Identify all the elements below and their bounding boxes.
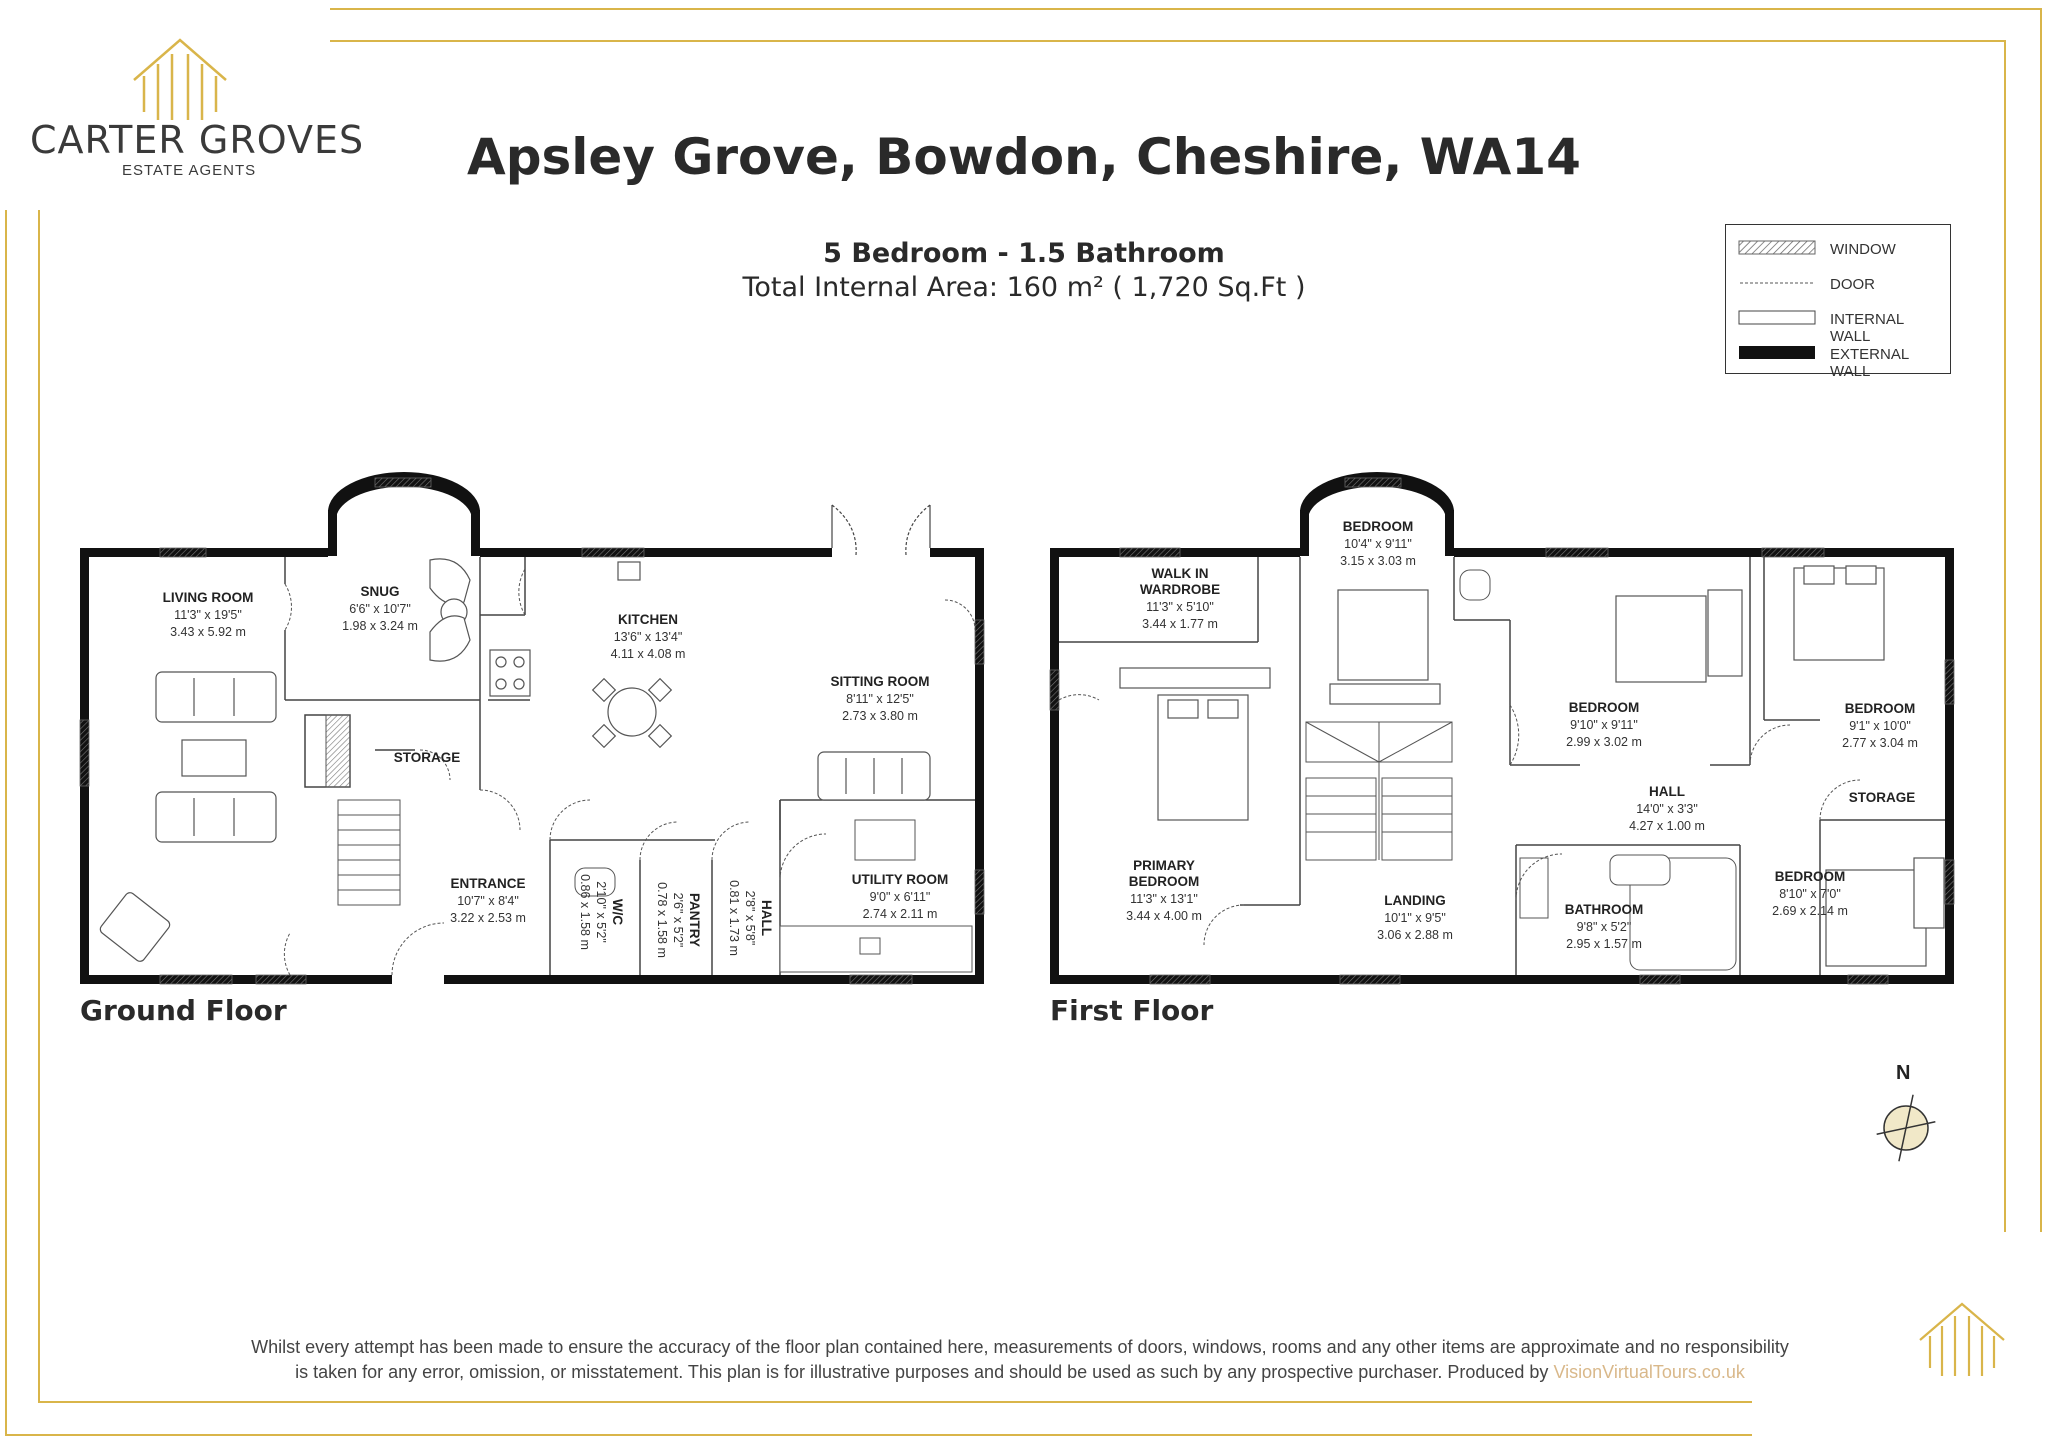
ground-room-6-name: ENTRANCE <box>450 876 526 891</box>
ground-floor-plan <box>80 472 984 984</box>
wc-name: W/C <box>610 898 625 926</box>
ground-staircase-icon <box>338 800 400 905</box>
disclaimer <box>40 1335 2000 1385</box>
disclaimer-line-1: Whilst every attempt has been made to ensure the accuracy of the floor plan contained here, measurements of doors, windows, rooms and any other items are approximate and no responsibility <box>251 1337 1789 1357</box>
ground-room-3-metric: 4.11 x 4.08 m <box>610 647 686 661</box>
first-room-1-name: WALK IN <box>1151 566 1209 581</box>
first-floor-label: First Floor <box>1050 994 1214 1027</box>
ground-room-6-metric: 3.22 x 2.53 m <box>450 911 526 925</box>
first-room-2-name: BEDROOM <box>1342 519 1414 534</box>
legend-door-label: DOOR <box>1830 276 1875 293</box>
first-room-1-name2: WARDROBE <box>1139 582 1221 597</box>
brand-sub: ESTATE AGENTS <box>122 162 257 179</box>
ground-room-2-imperial: 6'6" x 10'7" <box>349 602 411 616</box>
ground-hall-imperial: 2'8" x 5'8" <box>743 890 757 946</box>
page-title: Apsley Grove, Bowdon, Cheshire, WA14 <box>467 128 1581 186</box>
ground-hall-metric: 0.81 x 1.73 m <box>727 880 741 956</box>
first-room-10-name: BEDROOM <box>1774 869 1846 884</box>
ground-room-6-imperial: 10'7" x 8'4" <box>457 894 519 908</box>
ground-room-7-metric: 2.74 x 2.11 m <box>862 907 938 921</box>
ground-room-2-metric: 1.98 x 3.24 m <box>342 619 418 633</box>
first-room-6-imperial: 14'0" x 3'3" <box>1636 802 1698 816</box>
first-room-10-imperial: 8'10" x 7'0" <box>1779 887 1841 901</box>
first-room-9-name: BATHROOM <box>1564 902 1644 917</box>
ground-room-4-metric: 2.73 x 3.80 m <box>842 709 918 723</box>
first-room-1-imperial: 11'3" x 5'10" <box>1146 600 1214 614</box>
snug-chairs-icon <box>430 559 470 661</box>
first-room-2-imperial: 10'4" x 9'11" <box>1344 537 1412 551</box>
first-room-3-metric: 2.99 x 3.02 m <box>1566 735 1642 749</box>
first-room-8-name: LANDING <box>1384 893 1446 908</box>
first-room-7-imperial: 11'3" x 13'1" <box>1130 892 1198 906</box>
first-room-4-name: BEDROOM <box>1844 701 1916 716</box>
ground-room-7-imperial: 9'0" x 6'11" <box>869 890 931 904</box>
ground-room-5-name: STORAGE <box>393 750 461 765</box>
compass-north-label: N <box>1896 1062 1911 1084</box>
first-room-2-metric: 3.15 x 3.03 m <box>1340 554 1416 568</box>
ground-french-doors <box>832 505 930 555</box>
first-room-8-metric: 3.06 x 2.88 m <box>1377 928 1453 942</box>
first-room-7-name2: BEDROOM <box>1128 874 1200 889</box>
pantry-name: PANTRY <box>687 893 702 947</box>
living-room-furniture-icon <box>98 672 276 963</box>
ground-hall-label <box>727 880 774 956</box>
fireplace-icon <box>326 715 350 787</box>
first-room-1-metric: 3.44 x 1.77 m <box>1142 617 1218 631</box>
property-summary: 5 Bedroom - 1.5 Bathroom <box>823 238 1225 269</box>
legend-external-wall-label: EXTERNAL WALL <box>1830 346 1909 380</box>
total-area: Total Internal Area: 160 m² ( 1,720 Sq.Ft ) <box>742 272 1306 303</box>
pantry-metric: 0.78 x 1.58 m <box>655 882 669 958</box>
ground-room-7-name: UTILITY ROOM <box>851 872 949 887</box>
ground-hall-name: HALL <box>759 900 774 936</box>
producer-credit-link[interactable]: VisionVirtualTours.co.uk <box>1553 1362 1745 1382</box>
first-room-10-metric: 2.69 x 2.14 m <box>1772 904 1848 918</box>
wc-imperial: 2'10" x 5'2" <box>594 881 608 943</box>
ground-room-4-name: SITTING ROOM <box>830 674 930 689</box>
pantry-imperial: 2'6" x 5'2" <box>671 892 685 948</box>
legend-window-label: WINDOW <box>1830 241 1896 258</box>
first-floor-plan <box>1050 472 1954 984</box>
ground-external-walls <box>80 472 984 984</box>
ground-room-1-name: LIVING ROOM <box>162 590 254 605</box>
ground-room-1-metric: 3.43 x 5.92 m <box>170 625 246 639</box>
first-room-6-name: HALL <box>1649 784 1685 799</box>
first-room-4-metric: 2.77 x 3.04 m <box>1842 736 1918 750</box>
pantry-label <box>655 882 702 958</box>
first-room-7-name: PRIMARY <box>1133 858 1195 873</box>
first-room-7-metric: 3.44 x 4.00 m <box>1126 909 1202 923</box>
first-staircase-icon <box>1306 722 1452 860</box>
ground-room-3-imperial: 13'6" x 13'4" <box>613 630 683 644</box>
compass-icon <box>1877 1095 1936 1162</box>
first-room-6-metric: 4.27 x 1.00 m <box>1629 819 1705 833</box>
first-room-4-imperial: 9'1" x 10'0" <box>1849 719 1911 733</box>
wc-metric: 0.86 x 1.58 m <box>578 874 592 950</box>
first-room-9-imperial: 9'8" x 5'2" <box>1576 920 1632 934</box>
ground-floor-label: Ground Floor <box>80 994 287 1027</box>
brand-name: CARTER GROVES <box>30 118 365 162</box>
wc-label <box>578 874 625 950</box>
first-room-9-metric: 2.95 x 1.57 m <box>1566 937 1642 951</box>
ground-room-1-imperial: 11'3" x 19'5" <box>174 608 242 622</box>
first-room-5-name: STORAGE <box>1848 790 1916 805</box>
ground-room-3-name: KITCHEN <box>618 612 678 627</box>
disclaimer-line-2: is taken for any error, omission, or misstatement. This plan is for illustrative purposes and should be used as such by any prospective purchaser. Produced by <box>295 1362 1549 1382</box>
first-room-8-imperial: 10'1" x 9'5" <box>1384 911 1446 925</box>
first-room-3-imperial: 9'10" x 9'11" <box>1570 718 1638 732</box>
ground-room-4-imperial: 8'11" x 12'5" <box>846 692 914 706</box>
legend-internal-wall-label: INTERNAL WALL <box>1830 311 1904 345</box>
first-room-3-name: BEDROOM <box>1568 700 1640 715</box>
sitting-room-sofa-icon <box>818 752 930 800</box>
disclaimer-line-2-wrap <box>40 1360 2000 1385</box>
ground-room-2-name: SNUG <box>360 584 400 599</box>
